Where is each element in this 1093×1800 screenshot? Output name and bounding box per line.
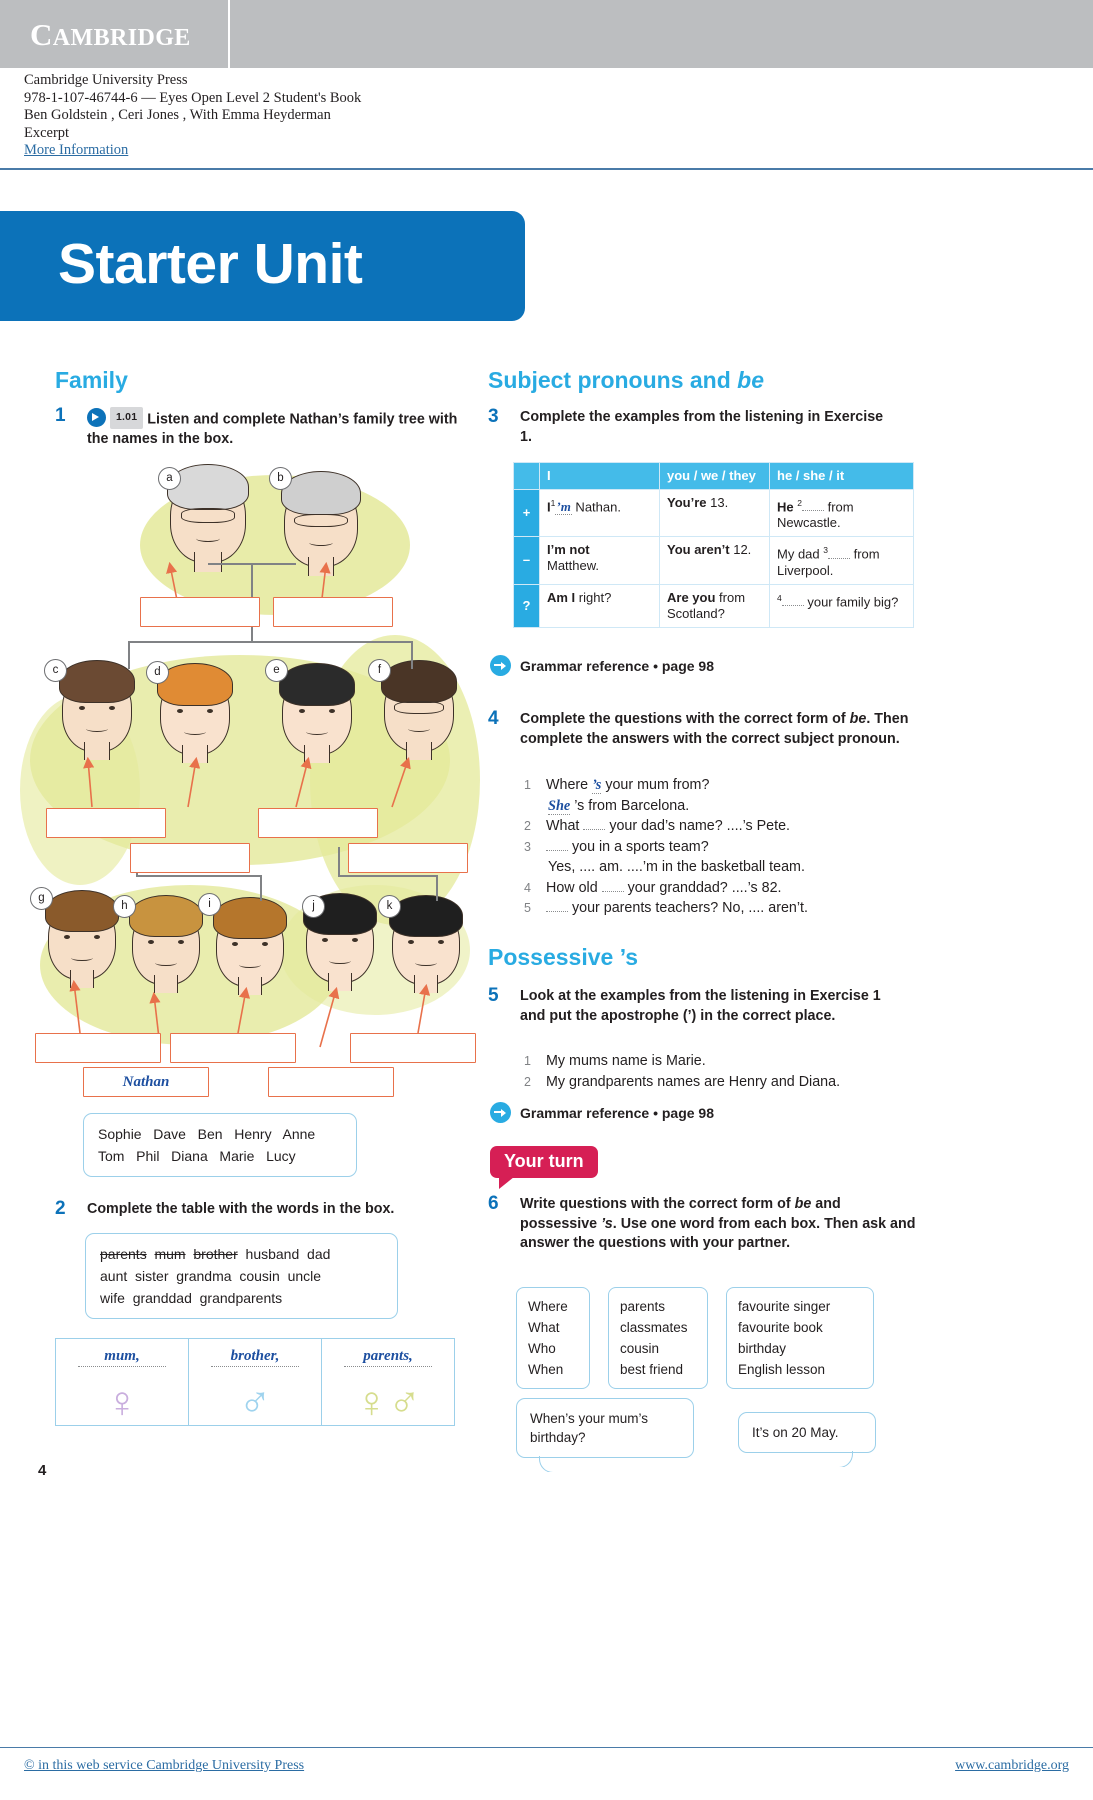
tree-label-i: i xyxy=(198,893,221,916)
family-tree-illustration xyxy=(20,455,480,1110)
speech-bubble-tail xyxy=(831,1451,853,1467)
tree-arrows xyxy=(20,455,480,1110)
audio-play-icon[interactable] xyxy=(87,408,106,427)
word-chip: dad xyxy=(307,1246,331,1262)
item-pre: How old xyxy=(546,879,602,896)
grammar-cell-i-positive[interactable] xyxy=(540,490,660,537)
choice-item[interactable]: favourite book xyxy=(738,1320,823,1335)
grammar-table-row-question xyxy=(514,584,914,627)
both-symbols-icon: ♀♂ xyxy=(355,1378,421,1427)
grammar-row-sign-question: ? xyxy=(514,584,540,627)
cell-rest: Matthew. xyxy=(547,558,600,574)
publisher-line-1: 978-1-107-46744-6 — Eyes Open Level 2 Student's Book xyxy=(24,89,362,106)
exercise-4-instruction: Complete the questions with the correct form of be. Then complete the answers with the correct subject pronoun. xyxy=(520,711,909,747)
exercise-6-instruction: Write questions with the correct form of be and possessive ’s. Use one word from each box. Then ask and answer the questions with your partner. xyxy=(520,1196,916,1251)
publisher-metadata xyxy=(24,72,824,160)
footer-divider xyxy=(0,1747,1093,1748)
grammar-cell-he-positive[interactable] xyxy=(770,490,914,537)
item-gap[interactable] xyxy=(583,829,605,830)
tree-answer-box[interactable] xyxy=(46,808,166,838)
word-chip: grandparents xyxy=(199,1290,283,1306)
cell-bold: I xyxy=(547,499,551,515)
tree-label-b: b xyxy=(269,467,292,490)
item-gap[interactable] xyxy=(546,911,568,912)
cell-rest: your family big? xyxy=(803,593,899,609)
name-chip: Ben xyxy=(197,1126,223,1142)
word-chip: uncle xyxy=(287,1268,322,1284)
grammar-cell-i-negative[interactable] xyxy=(540,537,660,584)
exercise-1-number: 1 xyxy=(55,405,66,426)
section-heading-em: be xyxy=(737,367,765,393)
tree-label-f: f xyxy=(368,659,391,682)
cell-tail: from Liverpool. xyxy=(777,546,880,578)
cell-gap-blank xyxy=(802,510,824,511)
gender-column-male[interactable] xyxy=(189,1339,322,1425)
cell-rest: Nathan. xyxy=(571,499,621,515)
cell-rest: from Scotland? xyxy=(667,589,746,621)
exercise-4-item-3-line2: Yes, .... am. ....’m in the basketball team. xyxy=(548,859,805,875)
section-heading-text: Subject pronouns and xyxy=(488,367,738,393)
your-turn-badge: Your turn xyxy=(490,1146,598,1178)
speech-bubble-answer-text: It’s on 20 May. xyxy=(752,1425,839,1440)
choice-item[interactable]: parents xyxy=(620,1299,666,1314)
cell-sup: 1 xyxy=(550,498,556,508)
gender-table xyxy=(55,1338,455,1426)
ex2-words-row-1 xyxy=(100,1243,383,1265)
grammar-table-header-he: he / she / it xyxy=(770,463,914,490)
gender-answer-both: parents, xyxy=(344,1348,432,1367)
gender-answer-female: mum, xyxy=(78,1348,166,1367)
cell-bold: Am I xyxy=(547,589,576,605)
name-chip: Diana xyxy=(171,1148,208,1164)
item-number: 2 xyxy=(524,1074,531,1089)
grammar-table-row-positive xyxy=(514,490,914,537)
item-pre: Where xyxy=(546,777,593,793)
names-word-box xyxy=(83,1113,357,1177)
grammar-reference-1[interactable] xyxy=(490,655,714,676)
speech-bubble-question-text: When’s your mum’s birthday? xyxy=(530,1411,649,1445)
name-chip: Tom xyxy=(98,1148,125,1164)
gender-column-female[interactable] xyxy=(56,1339,189,1425)
choice-item[interactable]: When xyxy=(528,1362,564,1377)
cell-bold: Are you xyxy=(667,589,716,605)
grammar-reference-2-text: Grammar reference • page 98 xyxy=(520,1105,715,1121)
item-post: your granddad? ....’s 82. xyxy=(623,879,782,896)
choice-item[interactable]: best friend xyxy=(620,1362,684,1377)
cell-gap-answer: ’m xyxy=(556,499,571,515)
exercise-4-item-3 xyxy=(522,837,892,878)
tree-answer-nathan: Nathan xyxy=(122,1074,170,1090)
grammar-table xyxy=(513,462,914,628)
unit-title: Starter Unit xyxy=(58,232,363,296)
item-number: 3 xyxy=(524,839,531,854)
exercise-4-number: 4 xyxy=(488,708,499,729)
word-chip: grandma xyxy=(176,1268,232,1284)
tree-answer-box[interactable] xyxy=(350,1033,476,1063)
grammar-cell-you-question[interactable] xyxy=(660,584,770,627)
grammar-table-row-negative xyxy=(514,537,914,584)
choice-item[interactable]: Where xyxy=(528,1299,568,1314)
grammar-row-sign-negative: – xyxy=(514,537,540,584)
item-text: My grandparents names are Henry and Diana. xyxy=(546,1073,841,1090)
tree-answer-box[interactable] xyxy=(35,1033,161,1063)
ex6-choice-box-3[interactable] xyxy=(726,1287,874,1389)
publisher-line-2: Ben Goldstein , Ceri Jones , With Emma Heyderman xyxy=(24,107,331,123)
choice-item[interactable]: classmates xyxy=(620,1320,688,1335)
names-row-1 xyxy=(98,1123,342,1145)
page-number: 4 xyxy=(38,1462,47,1479)
item-post: your parents teachers? No, .... aren’t. xyxy=(568,900,808,916)
exercise-5-item-2[interactable] xyxy=(522,1072,892,1093)
speech-bubble-tail xyxy=(539,1456,561,1472)
exercise-1-instruction-wrap xyxy=(87,407,472,449)
choice-item[interactable]: favourite singer xyxy=(738,1299,831,1314)
publisher-header xyxy=(0,0,1093,68)
item-text: My mums name is Marie. xyxy=(546,1053,706,1069)
gender-answer-male: brother, xyxy=(211,1348,299,1367)
grammar-table-header-i: I xyxy=(540,463,660,490)
item-number: 5 xyxy=(524,901,531,915)
ex2-words-row-3 xyxy=(100,1287,383,1309)
grammar-table-header-blank xyxy=(514,463,540,490)
exercise-4-item-1-line2 xyxy=(546,796,892,817)
exercise-4-item-2 xyxy=(522,816,892,837)
ex6-choice-box-2[interactable] xyxy=(608,1287,708,1389)
section-heading-family: Family xyxy=(55,367,128,393)
ex6-choice-box-1[interactable] xyxy=(516,1287,590,1389)
word-chip: cousin xyxy=(239,1268,280,1284)
exercise-3-instruction: Complete the examples from the listening in Exercise 1. xyxy=(520,409,884,445)
cell-rest: from Newcastle. xyxy=(777,499,854,531)
exercise-5-item-1[interactable] xyxy=(522,1051,892,1072)
tree-answer-box[interactable] xyxy=(348,843,468,873)
item-gap[interactable] xyxy=(602,891,624,892)
tree-answer-box[interactable] xyxy=(130,843,250,873)
grammar-reference-1-text: Grammar reference • page 98 xyxy=(520,658,715,674)
tree-answer-box[interactable] xyxy=(140,597,260,627)
tree-label-e: e xyxy=(265,659,288,682)
grammar-cell-i-question[interactable] xyxy=(540,584,660,627)
more-information-link[interactable]: More Information xyxy=(24,142,129,158)
item-answer: She xyxy=(548,797,571,814)
tree-answer-box-filled[interactable] xyxy=(83,1067,209,1097)
word-chip: granddad xyxy=(132,1290,192,1306)
choice-item[interactable]: Who xyxy=(528,1341,556,1356)
exercise-2-instruction: Complete the table with the words in the box. xyxy=(87,1201,395,1217)
tree-label-k: k xyxy=(378,895,401,918)
grammar-reference-2[interactable] xyxy=(490,1102,714,1123)
name-chip: Sophie xyxy=(98,1126,142,1142)
choice-item[interactable]: What xyxy=(528,1320,560,1335)
arrow-right-icon xyxy=(490,1102,511,1123)
section-heading-subject-pronouns xyxy=(488,367,764,394)
arrow-right-icon xyxy=(490,655,511,676)
word-chip: sister xyxy=(135,1268,169,1284)
tree-answer-box[interactable] xyxy=(258,808,378,838)
item-post: ’s from Barcelona. xyxy=(570,797,690,814)
item-answer: ’s xyxy=(592,777,602,793)
choice-item[interactable]: cousin xyxy=(620,1341,660,1356)
word-chip: brother xyxy=(193,1246,238,1262)
grammar-table-header-you: you / we / they xyxy=(660,463,770,490)
cambridge-logo: CAMBRIDGE xyxy=(30,17,191,52)
publisher-line-3: Excerpt xyxy=(24,124,70,141)
word-chip: wife xyxy=(100,1290,125,1306)
tree-label-c: c xyxy=(44,659,67,682)
ex2-words-row-2 xyxy=(100,1265,383,1287)
grammar-row-sign-positive: + xyxy=(514,490,540,537)
speech-bubble-answer xyxy=(738,1412,876,1453)
name-chip: Phil xyxy=(136,1148,160,1164)
name-chip: Lucy xyxy=(266,1148,296,1164)
exercise-4-item-1 xyxy=(522,775,892,816)
cell-bold: You’re xyxy=(667,495,707,510)
cell-gap-blank xyxy=(782,605,804,606)
audio-track-number: 1.01 xyxy=(110,407,143,429)
grammar-cell-you-negative[interactable] xyxy=(660,537,770,584)
exercise-5-number: 5 xyxy=(488,985,499,1006)
name-chip: Henry xyxy=(234,1126,272,1142)
names-row-2 xyxy=(98,1145,342,1167)
exercise-5-instruction: Look at the examples from the listening in Exercise 1 and put the apostrophe (’) in the correct place. xyxy=(520,988,881,1024)
exercise-2-number: 2 xyxy=(55,1198,66,1219)
cell-rest: 12. xyxy=(729,542,752,558)
item-post: your mum from? xyxy=(601,777,710,793)
exercise-3-number: 3 xyxy=(488,406,499,427)
exercise-1-instruction: Listen and complete Nathan’s family tree with the names in the box. xyxy=(87,411,458,447)
tree-answer-box[interactable] xyxy=(268,1067,394,1097)
cell-bold: I’m not xyxy=(547,542,590,558)
female-symbol-icon: ♀ xyxy=(105,1378,139,1427)
cell-gap-blank xyxy=(828,558,850,559)
male-symbol-icon: ♂ xyxy=(238,1378,272,1427)
word-chip: aunt xyxy=(100,1268,128,1284)
tree-answer-box[interactable] xyxy=(273,597,393,627)
word-chip: husband xyxy=(245,1246,300,1262)
item-number: 1 xyxy=(524,778,531,792)
publisher-line-0: Cambridge University Press xyxy=(24,72,188,88)
section-heading-possessive: Possessive ’s xyxy=(488,944,639,970)
exercise-4-items xyxy=(522,775,892,919)
grammar-cell-you-positive[interactable] xyxy=(660,490,770,537)
audio-pill[interactable] xyxy=(87,407,143,429)
grammar-table-header-row xyxy=(514,463,914,490)
item-post: you in a sports team? xyxy=(568,838,709,855)
cell-sup: 4 xyxy=(777,592,782,603)
item-gap[interactable] xyxy=(546,850,568,851)
word-chip: parents xyxy=(100,1246,147,1262)
name-chip: Dave xyxy=(153,1126,186,1142)
item-post: your dad’s name? ....’s Pete. xyxy=(605,818,790,834)
tree-label-j: j xyxy=(302,895,325,918)
footer-website-link[interactable]: www.cambridge.org xyxy=(955,1758,1069,1773)
cell-rest: right? xyxy=(575,589,612,605)
exercise-4-item-5 xyxy=(522,898,892,919)
word-chip: mum xyxy=(154,1246,186,1262)
name-chip: Anne xyxy=(282,1126,316,1142)
tree-label-d: d xyxy=(146,661,169,684)
tree-label-a: a xyxy=(158,467,181,490)
tree-label-h: h xyxy=(113,895,136,918)
tree-answer-box[interactable] xyxy=(170,1033,296,1063)
grammar-cell-he-negative[interactable] xyxy=(770,537,914,584)
exercise-4-item-4 xyxy=(522,878,892,899)
cell-bold: He xyxy=(777,499,794,515)
cell-bold: You aren’t xyxy=(667,542,730,558)
item-number: 2 xyxy=(524,819,531,833)
ex2-word-box xyxy=(85,1233,398,1319)
speech-bubble-question xyxy=(516,1398,694,1458)
cell-sup: 2 xyxy=(797,498,802,508)
item-number: 4 xyxy=(524,880,531,895)
band-divider xyxy=(228,0,230,68)
footer-copyright[interactable]: © in this web service Cambridge University Press xyxy=(24,1758,305,1773)
cell-rest: My dad xyxy=(777,546,824,562)
tree-label-g: g xyxy=(30,887,53,910)
exercise-6-number: 6 xyxy=(488,1193,499,1214)
exercise-5-items xyxy=(522,1051,892,1092)
cell-sup: 3 xyxy=(823,545,828,556)
choice-item[interactable]: birthday xyxy=(738,1341,787,1356)
item-number: 1 xyxy=(524,1054,531,1068)
grammar-cell-he-question[interactable] xyxy=(770,584,914,627)
gender-column-both[interactable] xyxy=(322,1339,454,1425)
choice-item[interactable]: English lesson xyxy=(738,1362,826,1377)
cell-rest: 13. xyxy=(706,495,729,510)
item-pre: What xyxy=(546,818,584,834)
name-chip: Marie xyxy=(219,1148,255,1164)
header-divider xyxy=(0,168,1093,170)
